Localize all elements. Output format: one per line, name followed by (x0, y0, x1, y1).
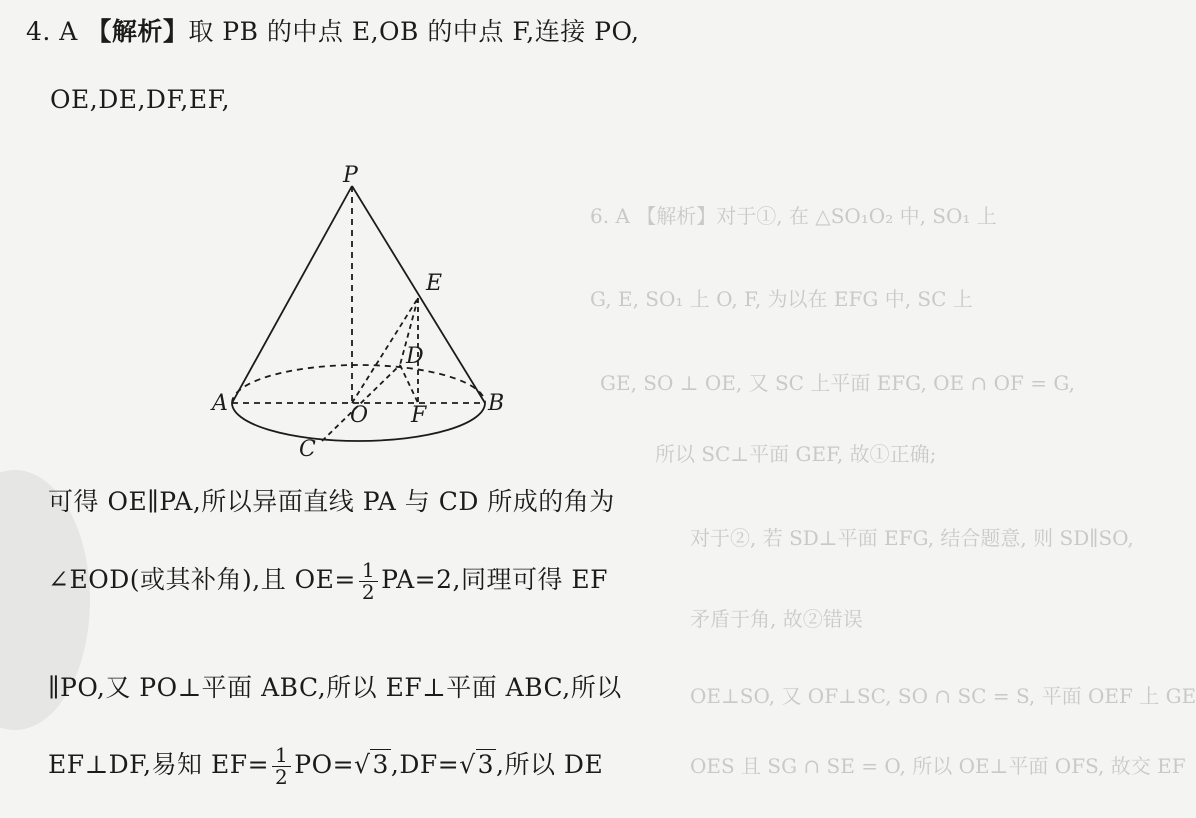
frac-denominator-2: 2 (275, 765, 289, 789)
solution-line-1 (26, 12, 639, 48)
sqrt-3-second: √3 (459, 750, 495, 779)
label-O: O (350, 403, 369, 428)
line6-mid: PO= (294, 750, 355, 779)
line6-before: EF⊥DF,易知 EF= (48, 750, 270, 779)
sqrt-3-first: √3 (354, 750, 389, 779)
frac-numerator-2: 1 (272, 745, 291, 767)
frac-denominator: 2 (361, 580, 376, 604)
bleed-line-3: GE, SO ⊥ OE, 又 SC 上平面 EFG, OE ∩ OF = G, (600, 371, 1075, 395)
line1-text: 取 PB 的中点 E,OB 的中点 F,连接 PO, (188, 17, 640, 46)
frac-numerator: 1 (359, 560, 378, 582)
line6-mid2: ,DF= (390, 750, 460, 779)
line4-after: PA=2,同理可得 EF (381, 565, 609, 594)
sqrt-radicand-1: 3 (372, 750, 389, 779)
solution-line-4 (48, 560, 608, 603)
bleed-line-1: 6. A 【解析】对于①, 在 △SO₁O₂ 中, SO₁ 上 (590, 204, 997, 228)
problem-number: 4. A (26, 17, 78, 46)
label-D: D (406, 344, 424, 369)
cone-figure (200, 160, 505, 462)
solution-line-5: ∥PO,又 PO⊥平面 ABC,所以 EF⊥平面 ABC,所以 (48, 673, 622, 702)
bleed-line-2: G, E, SO₁ 上 O, F, 为以在 EFG 中, SC 上 (590, 287, 973, 311)
bleed-line-6: 矛盾于角, 故②错误 (690, 607, 863, 631)
label-B: B (488, 391, 505, 416)
solution-line-2: OE,DE,DF,EF, (50, 85, 231, 114)
label-F: F (411, 403, 427, 428)
solution-line-6 (48, 745, 603, 788)
sqrt-radicand-2: 3 (477, 750, 495, 779)
fraction-one-half (359, 560, 378, 603)
label-E: E (426, 271, 443, 296)
fraction-one-half-2 (272, 745, 291, 788)
segment-DF (400, 365, 418, 403)
base-back-arc (232, 365, 485, 403)
label-P: P (343, 163, 358, 188)
label-A: A (212, 391, 228, 416)
label-C: C (299, 437, 316, 462)
analysis-label: 【解析】 (86, 17, 189, 46)
line4-before: ∠EOD(或其补角),且 OE= (48, 565, 356, 594)
bleed-line-4: 所以 SC⊥平面 GEF, 故①正确; (655, 442, 937, 466)
bleed-line-7: OE⊥SO, 又 OF⊥SC, SO ∩ SC = S, 平面 OEF 上 GE (690, 684, 1196, 708)
bleed-line-5: 对于②, 若 SD⊥平面 EFG, 结合题意, 则 SD∥SO, (690, 526, 1134, 550)
line6-after: ,所以 DE (496, 750, 604, 779)
solution-line-3: 可得 OE∥PA,所以异面直线 PA 与 CD 所成的角为 (48, 487, 615, 516)
bleed-line-8: OES 且 SG ∩ SE = O, 所以 OE⊥平面 OFS, 故交 EF (690, 754, 1186, 778)
